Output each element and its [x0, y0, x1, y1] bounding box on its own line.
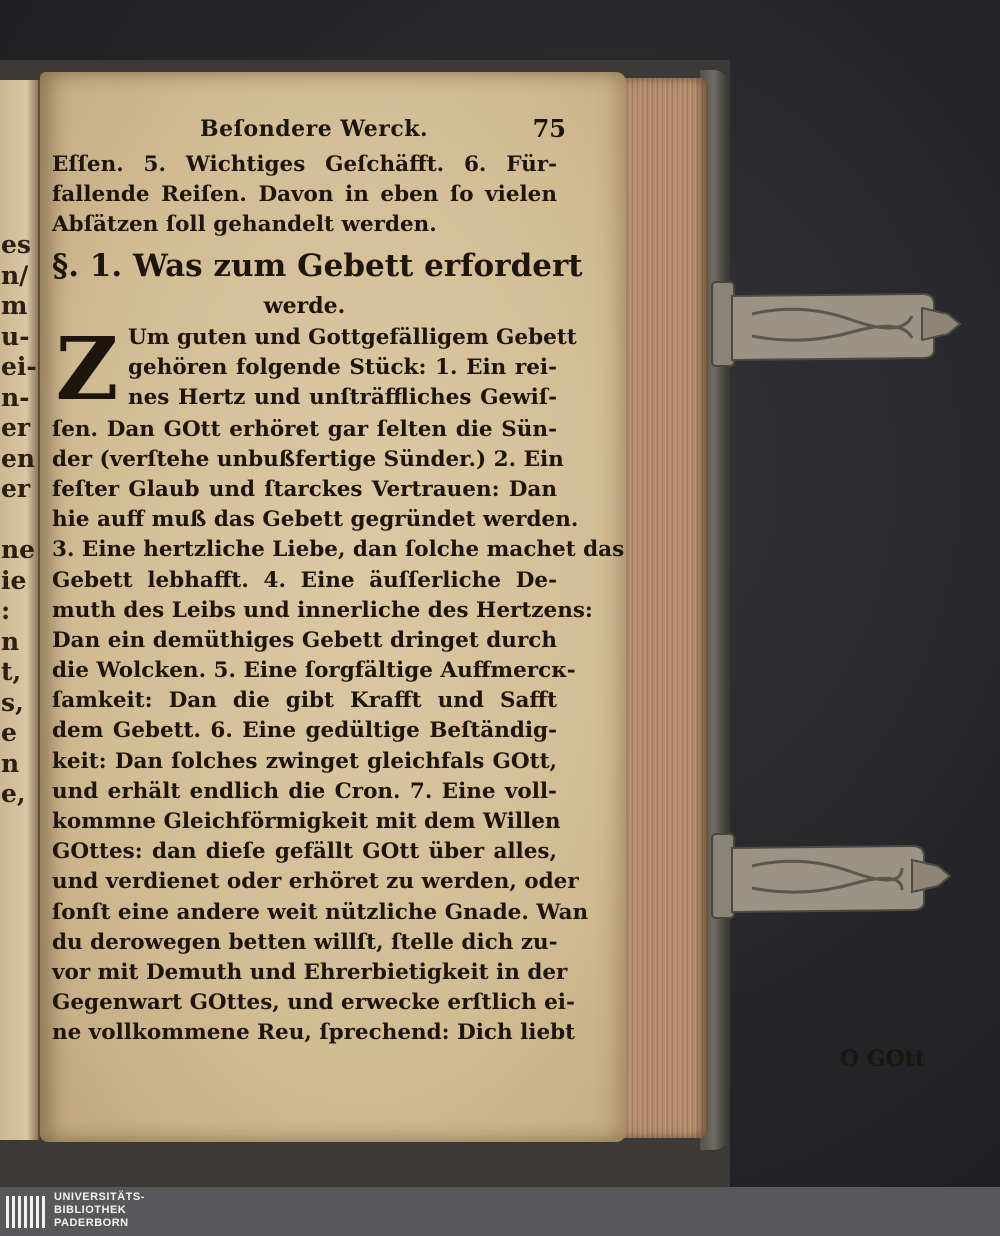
- left-page-fragment: ie: [1, 565, 27, 595]
- left-page-text-fragments: [0, 230, 38, 810]
- left-page-fragment: ei-: [1, 352, 37, 381]
- text-line: ſonſt eine andere weit nützliche Gnade. Wan: [52, 899, 589, 925]
- text-line: Um guten und Gottgefälligem Gebett: [128, 324, 577, 350]
- left-page-fragment: n: [1, 748, 20, 778]
- library-name-line: UNIVERSITÄTS-: [54, 1191, 145, 1203]
- text-line: ſamkeit: Dan die gibt Krafft und Safft: [52, 688, 557, 714]
- text-line: Eſſen. 5. Wichtiges Geſchäfft. 6. Für-: [52, 152, 557, 177]
- text-line: Gegenwart GOttes, und erwecke erſtlich ei-: [52, 990, 575, 1016]
- left-page-fragment: u-: [1, 321, 30, 351]
- text-line: muth des Leibs und innerliche des Hertzens:: [52, 597, 593, 623]
- left-page-fragment: :: [1, 596, 11, 625]
- text-line: ſen. Dan GOtt erhöret gar ſelten die Sün-: [52, 416, 557, 442]
- text-line: keit: Dan ſolches zwinget gleichfals GOtt,: [52, 748, 557, 774]
- text-line: dem Gebett. 6. Eine gedültige Beſtändig-: [52, 718, 557, 744]
- metal-clasp-bottom: [712, 832, 962, 922]
- text-line: hie auff muß das Gebett gegründet werden.: [52, 507, 579, 533]
- text-line: und erhält endlich die Cron. 7. Eine voll-: [52, 778, 557, 804]
- text-line: gehören folgende Stück: 1. Ein rei-: [128, 354, 557, 380]
- page-header: [200, 116, 580, 150]
- left-page-fragment: en: [1, 443, 36, 473]
- library-logo-icon: [6, 1196, 48, 1228]
- left-page-fragment: n: [1, 626, 20, 656]
- left-page-fragment: e,: [1, 779, 26, 808]
- text-line: die Wolcken. 5. Eine ſorgfältige Auffmercк-: [52, 658, 576, 684]
- text-line: du derowegen betten willſt, ſtelle dich zu-: [52, 929, 558, 955]
- metal-clasp-top: [712, 280, 962, 370]
- left-page-fragment: er: [1, 474, 31, 503]
- catchword: O GOtt: [839, 1046, 925, 1072]
- text-line: ne vollkommene Reu, ſprechend: Dich liebt: [52, 1020, 576, 1046]
- page-edges: [624, 78, 708, 1138]
- left-page-fragment: es: [1, 230, 31, 259]
- text-line: kommne Gleichförmigkeit mit dem Willen: [52, 809, 561, 834]
- library-name: [54, 1191, 145, 1230]
- library-name-line: PADERBORN: [54, 1217, 129, 1229]
- text-line: Gebett lebhafft. 4. Eine äuſſerliche De-: [52, 567, 557, 593]
- library-footer: [0, 1187, 1000, 1236]
- left-page-fragment: ne: [1, 535, 36, 564]
- library-name-line: BIBLIOTHEK: [54, 1204, 127, 1216]
- left-page-fragment: er: [1, 413, 31, 442]
- drop-cap-initial: Z: [55, 318, 119, 420]
- left-page-fragment: m: [1, 291, 28, 320]
- text-line: Dan ein demüthiges Gebett dringet durch: [52, 627, 557, 653]
- body-lines: [52, 415, 625, 1049]
- section-heading-continuation: werde.: [263, 292, 346, 319]
- text-line: der (verſtehe unbußfertige Sünder.) 2. Ein: [52, 446, 564, 472]
- page-body: [52, 150, 625, 1049]
- left-page-fragment: n/: [1, 260, 29, 290]
- text-line: Abſätzen ſoll gehandelt werden.: [52, 212, 437, 238]
- left-page-fragment: n-: [1, 382, 30, 412]
- text-line: 3. Eine hertzliche Liebe, dan ſolche machet das: [52, 537, 625, 563]
- text-line: feſter Glaub und ſtarckes Vertrauen: Dan: [52, 476, 557, 502]
- text-line: nes Hertz und unſträffliches Gewiſ-: [128, 384, 557, 410]
- text-line: fallende Reiſen. Davon in eben ſo vielen: [52, 182, 557, 208]
- left-page-edge: [0, 80, 40, 1140]
- left-page-fragment: s,: [1, 687, 24, 717]
- left-page-fragment: t,: [1, 657, 22, 686]
- page-number: 75: [532, 114, 566, 143]
- text-line: und verdienet oder erhöret zu werden, oder: [52, 869, 579, 895]
- section-heading: §. 1. Was zum Gebett erfordert: [52, 247, 583, 284]
- text-line: vor mit Demuth und Ehrerbietigkeit in der: [52, 959, 568, 985]
- running-head: Beſondere Werck.: [200, 116, 429, 142]
- left-page-fragment: [0, 505, 38, 536]
- text-line: GOttes: dan dieſe gefällt GOtt über alles,: [52, 839, 557, 865]
- left-page-fragment: e: [1, 718, 17, 747]
